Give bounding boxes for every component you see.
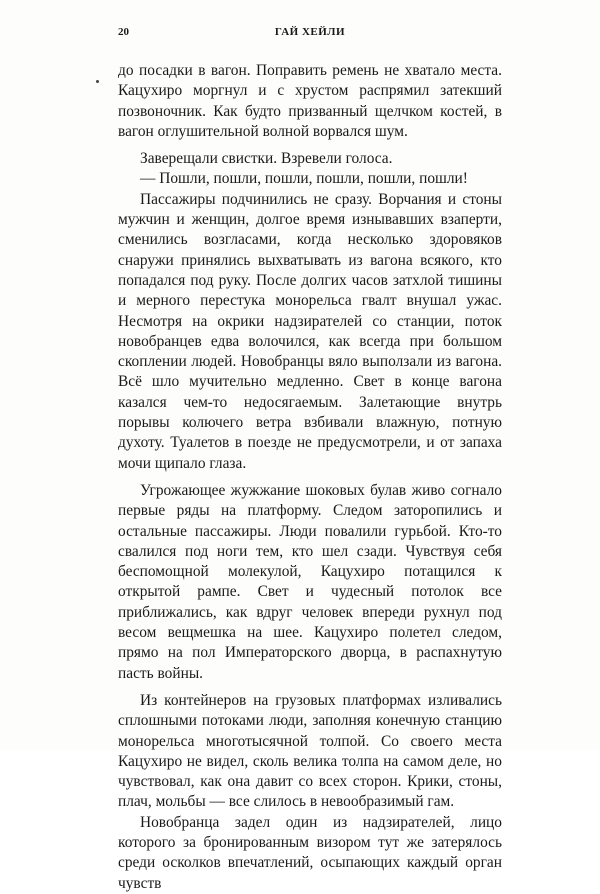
dialogue-line: — Пошли, пошли, пошли, пошли, пошли, пошли! (140, 170, 468, 188)
page-number: 20 (118, 26, 129, 38)
running-head: ГАЙ ХЕЙЛИ (274, 26, 346, 38)
paragraph: Угрожающее жужжание шоковых булав живо согнало первые ряды на платформу. Следом заторопились и остальные пассажиры. Люди повалили гурьбой. Кто-то свалился под ноги тем, кто шел сзади. Чувствуя себя беспомощной молекулой, Кацухиро потащился к открытой рампе. Свет и чудесный потолок все приближались, как вдруг человек впереди рухнул под весом вещмешка на шее. Кацухиро полетел следом, прямо на пол Императорского дворца, в распахнутую пасть войны. (118, 481, 502, 682)
paragraph: Пассажиры подчинились не сразу. Ворчания и стоны мужчин и женщин, долгое время изнывавших взаперти, сменились возгласами, когда несколько здоровяков снаружи принялись выхватывать из вагона всякого, кто попадался под руку. После долгих часов затхлой тишины и мерного перестука монорельса гвалт внушал ужас. Несмотря на окрики надзирателей со станции, поток новобранцев едва волочился, как всегда при большом скоплении людей. Новобранцы вяло выползали из вагона. Всё шло мучительно медленно. Свет в конце вагона казался чем-то недосягаемым. Залетающие внутрь порывы колючего ветра взбивали влажную, потную духоту. Туалетов в поезде не предусмотрели, и от запаха мочи щипало глаза. (118, 190, 502, 472)
paragraph: Из контейнеров на грузовых платформах изливались сплошными потоками люди, заполняя конечную станцию монорельса многотысячной толпой. Со своего места Кацухиро не видел, сколь велика толпа на самом деле, но чувствовал, как она давит со всех сторон. Крики, стоны, плач, мольбы — все слилось в невообразимый гам. (118, 691, 502, 811)
body-text (118, 61, 502, 894)
stray-mark (96, 80, 99, 83)
paragraph: Новобранца задел один из надзирателей, лицо которого за бронированным визором тут же затерялось среди осколков впечатлений, осыпающих каждый орган чувств (118, 813, 502, 892)
paragraph-continuation: до посадки в вагон. Поправить ремень не хватало места. Кацухиро моргнул и с хрустом распрямил затекший позвоночник. Как будто призванный щелчком костей, в вагон оглушительной волной ворвался шум. (118, 62, 502, 140)
page-header (118, 26, 502, 42)
paragraph: Заверещали свистки. Взревели голоса. (140, 150, 393, 168)
